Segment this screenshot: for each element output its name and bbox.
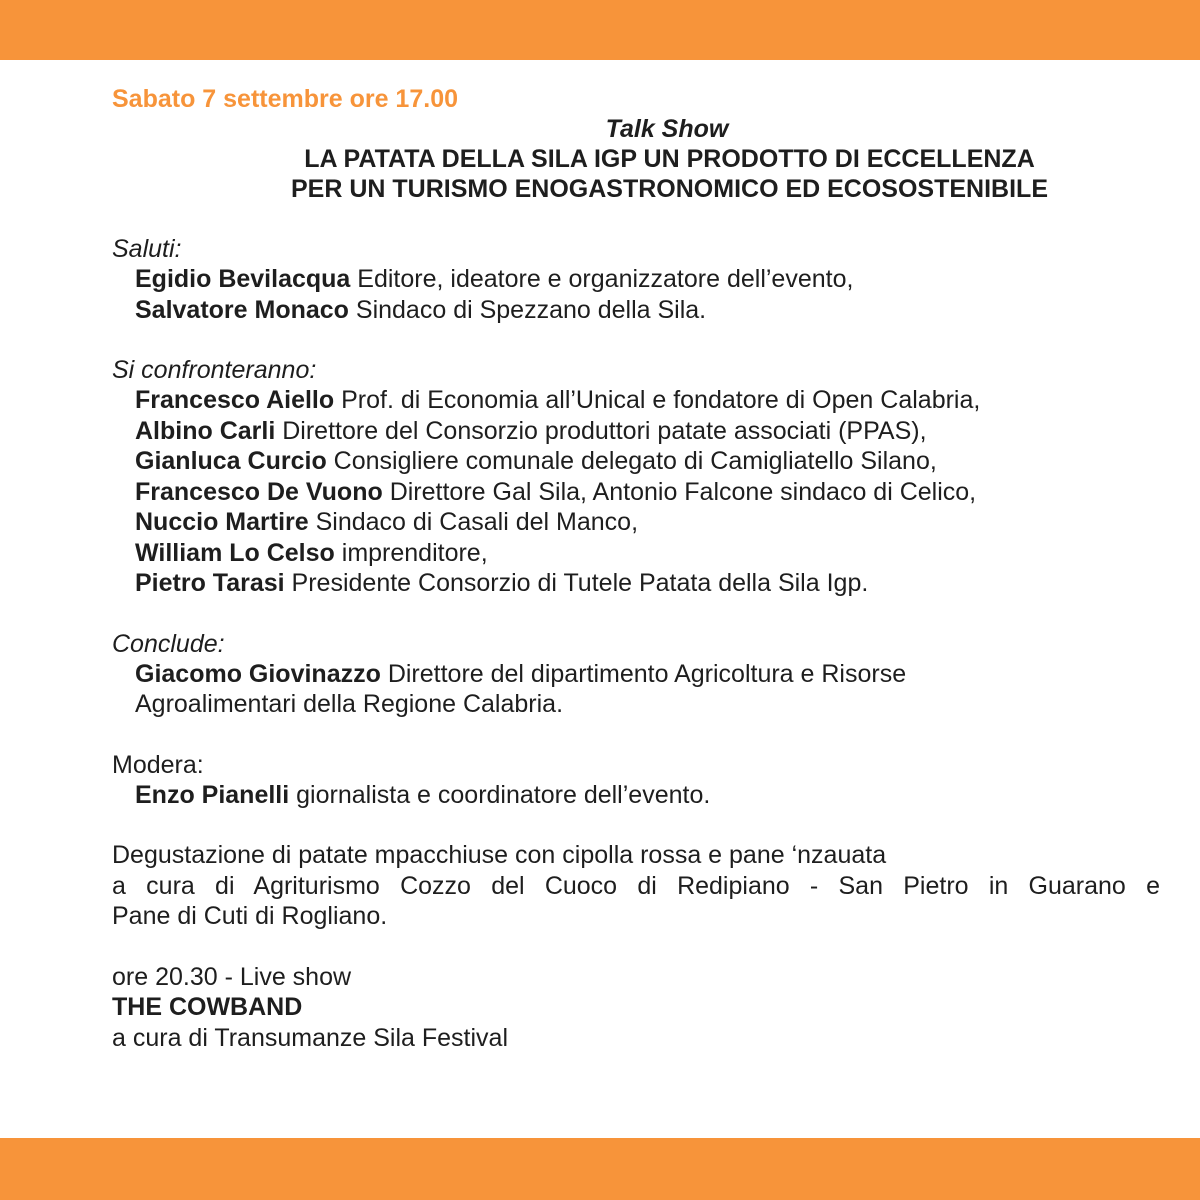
speaker-line: [135, 446, 1172, 477]
speaker-line: [135, 416, 1172, 447]
conclude-section: [112, 629, 1172, 720]
live-show-time: ore 20.30 - Live show: [112, 962, 352, 991]
speaker-name: Egidio Bevilacqua: [135, 265, 351, 293]
paragraph-line: Pane di Cuti di Rogliano.: [112, 902, 388, 930]
speaker-line: [135, 507, 1172, 538]
event-title: [167, 144, 1172, 204]
speaker-line: [135, 780, 1172, 811]
speaker-line: [135, 385, 1172, 416]
speaker-name: Giacomo Giovinazzo: [135, 659, 381, 688]
event-program: [112, 84, 1172, 1053]
speaker-line: [135, 477, 1172, 508]
speaker-name: Salvatore Monaco: [135, 295, 349, 324]
speaker-name: William Lo Celso: [135, 538, 335, 567]
saluti-section: [112, 234, 1172, 325]
section-heading: Saluti:: [112, 235, 182, 263]
top-orange-band: [0, 0, 1200, 60]
section-heading: Conclude:: [112, 629, 225, 658]
section-heading: Si confronteranno:: [112, 356, 317, 384]
speaker-role: Direttore Gal Sila, Antonio Falcone sindaco di Celico,: [382, 477, 977, 506]
speaker-line: [135, 295, 1172, 326]
paragraph-line: a cura di Agriturismo Cozzo del Cuoco di Redipiano - San Pietro in Guarano e: [112, 871, 1160, 900]
speaker-line: [135, 538, 1172, 569]
speaker-role: Direttore del dipartimento Agricoltura e Risorse: [380, 659, 907, 688]
speaker-role: Presidente Consorzio di Tutele Patata della Sila Igp.: [284, 569, 869, 597]
speaker-name: Francesco Aiello: [135, 386, 335, 414]
speaker-role: Prof. di Economia all’Unical e fondatore di Open Calabria,: [334, 386, 981, 414]
speaker-name: Nuccio Martire: [135, 508, 309, 536]
event-title-line: LA PATATA DELLA SILA IGP UN PRODOTTO DI ECCELLENZA: [304, 145, 1035, 173]
live-show-band: THE COWBAND: [112, 993, 303, 1021]
speaker-name: Enzo Pianelli: [135, 780, 290, 809]
degustazione-paragraph: [112, 840, 1172, 932]
speaker-line: [135, 264, 1172, 295]
section-heading: Modera:: [112, 750, 204, 779]
speaker-role: Editore, ideatore e organizzatore dell’evento,: [350, 265, 854, 293]
speaker-role: imprenditore,: [334, 538, 488, 567]
speaker-line: [135, 659, 1172, 690]
speaker-line: [135, 568, 1172, 599]
speaker-role: Sindaco di Casali del Manco,: [308, 508, 639, 536]
speaker-role: Sindaco di Spezzano della Sila.: [348, 295, 707, 324]
live-show-block: [112, 962, 1172, 1054]
event-date: Sabato 7 settembre ore 17.00: [112, 85, 458, 113]
speaker-role: Direttore del Consorzio produttori patate associati (PPAS),: [275, 416, 927, 445]
confronto-section: [112, 355, 1172, 599]
event-title-line: PER UN TURISMO ENOGASTRONOMICO ED ECOSOSTENIBILE: [291, 175, 1048, 203]
modera-section: [112, 750, 1172, 811]
speaker-name: Pietro Tarasi: [135, 569, 285, 597]
bottom-orange-band: [0, 1138, 1200, 1200]
speaker-name: Francesco De Vuono: [135, 477, 383, 506]
event-kind: Talk Show: [605, 115, 729, 143]
speaker-name: Gianluca Curcio: [135, 447, 327, 475]
speaker-role: giornalista e coordinatore dell’evento.: [289, 780, 711, 809]
speaker-name: Albino Carli: [135, 416, 276, 445]
speaker-role: Consigliere comunale delegato di Camigliatello Silano,: [326, 447, 937, 475]
speaker-role-continued: Agroalimentari della Regione Calabria.: [135, 690, 564, 718]
paragraph-line: Degustazione di patate mpacchiuse con cipolla rossa e pane ‘nzauata: [112, 841, 887, 869]
live-show-credit: a cura di Transumanze Sila Festival: [112, 1023, 509, 1052]
